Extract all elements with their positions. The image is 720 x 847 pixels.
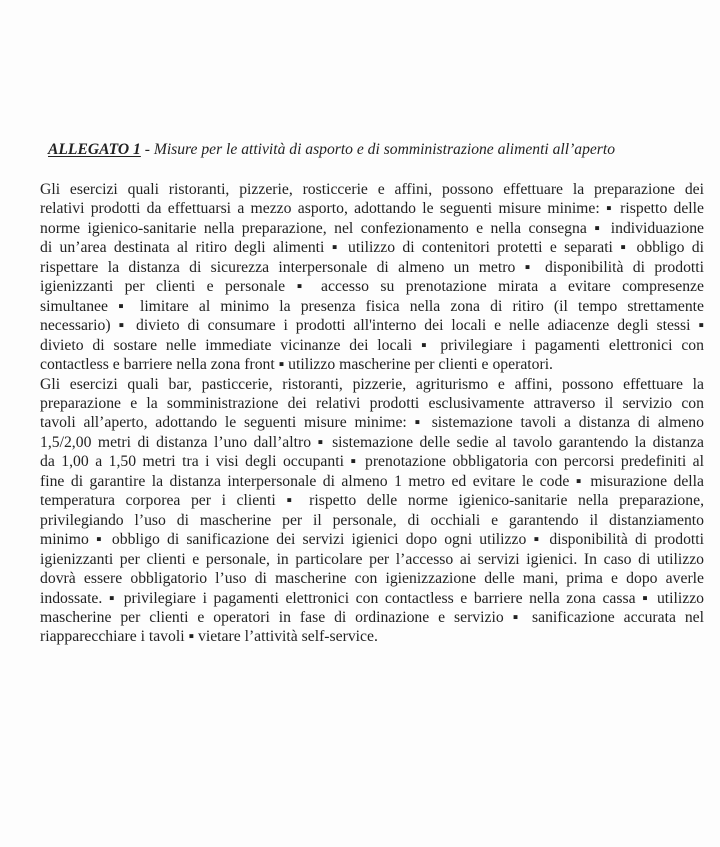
text-line: norme igienico-sanitarie nella preparazione, nel confezionamento e nella consegna ▪ individuazione xyxy=(40,219,704,237)
text-line: contactless e barriere nella zona front ▪ utilizzo mascherine per clienti e operatori. xyxy=(40,356,553,374)
title-label: ALLEGATO 1 xyxy=(48,141,141,158)
text-line: fine di garantire la distanza interpersonale di almeno 1 metro ed evitare le code ▪ misurazione della xyxy=(40,472,704,490)
text-line: Gli esercizi quali ristoranti, pizzerie, rosticcerie e affini, possono effettuare la preparazione dei xyxy=(40,181,704,198)
text-line: tavoli all’aperto, adottando le seguenti misure minime: ▪ sistemazione tavoli a distanza di almeno xyxy=(40,414,704,432)
text-line: rispettare la distanza di sicurezza interpersonale di almeno un metro ▪ disponibilità di prodotti xyxy=(40,258,704,276)
text-line: dovrà essere obbligatorio l’uso di mascherine con igienizzazione delle mani, prima e dopo averle xyxy=(40,570,704,588)
text-line: 1,5/2,00 metri di distanza l’uno dall’altro ▪ sistemazione delle sedie al tavolo garantendo la distanza xyxy=(40,433,704,451)
text-line: preparazione e la somministrazione dei relativi prodotti esclusivamente attraverso il servizio con xyxy=(40,394,704,412)
text-line: riapparecchiare i tavoli ▪ vietare l’attività self-service. xyxy=(40,628,378,646)
text-line: minimo ▪ obbligo di sanificazione dei servizi igienici dopo ogni utilizzo ▪ disponibilità di prodotti xyxy=(40,531,704,549)
paragraph-takeaway xyxy=(40,180,704,375)
text-line: simultanee ▪ limitare al minimo la presenza fisica nella zona di ritiro (il tempo strettamente xyxy=(40,297,704,315)
text-line: Gli esercizi quali bar, pasticcerie, ristoranti, pizzerie, agriturismo e affini, possono effettuare la xyxy=(40,375,704,393)
title-subtitle: Misure per le attività di asporto e di somministrazione alimenti all’aperto xyxy=(153,141,616,158)
text-line: relativi prodotti da effettuarsi a mezzo asporto, adottando le seguenti misure minime: ▪ rispetto delle xyxy=(40,200,704,218)
text-line: da 1,00 a 1,50 metri tra i visi degli occupanti ▪ prenotazione obbligatoria con percorsi predefiniti al xyxy=(40,453,704,471)
document-body xyxy=(40,180,704,647)
title-separator: - xyxy=(140,141,154,158)
paragraph-outdoor xyxy=(40,375,704,647)
text-line: privilegiando l’uso di mascherine per il personale, di occhiali e garantendo il distanziamento xyxy=(40,511,704,529)
text-line: necessario) ▪ divieto di consumare i prodotti all'interno dei locali e nelle adiacenze degli stessi ▪ xyxy=(40,317,704,335)
text-line: igienizzanti per clienti e personale ▪ accesso su prenotazione mirata a evitare compresenze xyxy=(40,278,704,296)
text-line: igienizzanti per clienti e personale, in particolare per l’accesso ai servizi igienici. In caso di utilizzo xyxy=(40,550,704,568)
text-line: temperatura corporea per i clienti ▪ rispetto delle norme igienico-sanitarie nella preparazione, xyxy=(40,492,704,510)
page-title xyxy=(48,141,708,159)
text-line: mascherine per clienti e operatori in fase di ordinazione e servizio ▪ sanificazione accurata nel xyxy=(40,608,704,626)
text-line: divieto di sostare nelle immediate vicinanze dei locali ▪ privilegiare i pagamenti elettronici con xyxy=(40,336,704,354)
text-line: indossate. ▪ privilegiare i pagamenti elettronici con contactless e barriere nella zona cassa ▪ utilizzo xyxy=(40,589,704,607)
text-line: di un’area destinata al ritiro degli alimenti ▪ utilizzo di contenitori protetti e separati ▪ obbligo di xyxy=(40,239,704,257)
